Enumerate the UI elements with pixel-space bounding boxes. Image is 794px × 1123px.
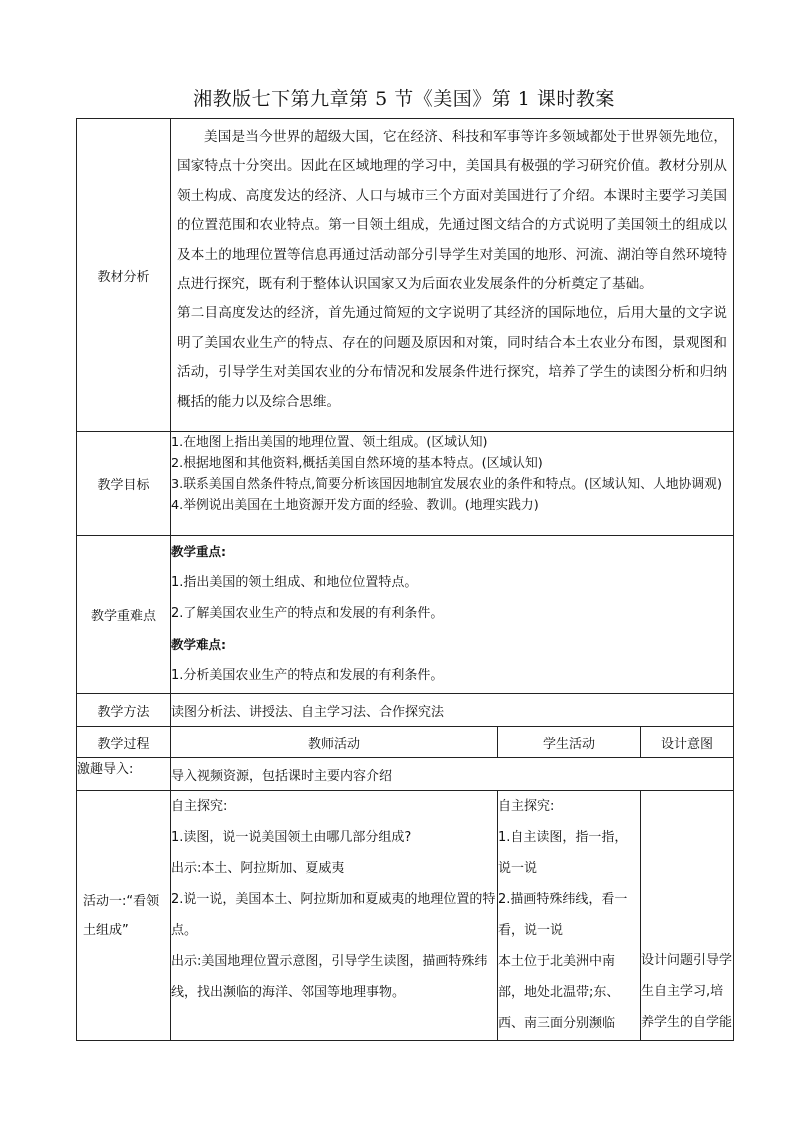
teaching-method-content: 读图分析法、讲授法、自主学习法、合作探究法 [171, 694, 734, 727]
student-line: 1.自主读图，指一指，说一说 [498, 830, 628, 876]
intent-text: 设计问题引导学生自主学习,培养学生的自学能 [641, 953, 733, 1030]
student-line: 2.描画特殊纬线，看一看，说一说 [498, 892, 628, 938]
key-point-item: 1.指出美国的领土组成、和地位位置特点。 [171, 575, 418, 590]
student-line: 本土位于北美洲中南部，地处北温带;东、西、南三面分别濒临 [498, 954, 620, 1031]
activity-1-student [498, 791, 641, 1041]
lesson-plan-table [76, 118, 734, 1041]
goal-item: 4.举例说出美国在土地资源开发方面的经验、教训。(地理实践力) [171, 498, 539, 513]
activity-1-intent [641, 791, 734, 1041]
key-points-title: 教学重点: [171, 544, 226, 559]
teacher-line: 1.读图，说一说美国领土由哪几部分组成? [171, 830, 412, 845]
row-teaching-method [77, 694, 734, 727]
row-teaching-goals [77, 432, 734, 536]
row-key-difficult-points [77, 536, 734, 694]
label-activity-1: 活动一:“看领土组成” [77, 791, 171, 1041]
label-introduction: 激趣导入: [77, 758, 171, 791]
goal-item: 2.根据地图和其他资料,概括美国自然环境的基本特点。(区域认知) [171, 456, 543, 471]
teacher-line: 自主探究: [171, 799, 228, 814]
teacher-line: 出示:美国地理位置示意图，引导学生读图，描画特殊纬线，找出濒临的海洋、邻国等地理事物。 [171, 954, 488, 1000]
material-analysis-content [171, 119, 734, 432]
row-introduction [77, 758, 734, 791]
material-paragraph-2: 第二目高度发达的经济，首先通过简短的文字说明了其经济的国际地位，后用大量的文字说明了美国农业生产的特点、存在的问题及原因和对策，同时结合本土农业分布图，景观图和活动，引导学生对美国农业的分布情况和发展条件进行探究，培养了学生的读图分析和归纳概括的能力以及综合思维。 [177, 305, 727, 410]
key-point-item: 2.了解美国农业生产的特点和发展的有利条件。 [171, 606, 444, 621]
document-title: 湘教版七下第九章第 5 节《美国》第 1 课时教案 [193, 88, 615, 110]
teacher-line: 2.说一说，美国本土、阿拉斯加和夏威夷的地理位置的特点。 [171, 892, 496, 938]
teacher-line: 出示:本土、阿拉斯加、夏威夷 [171, 861, 345, 876]
teaching-goals-content [171, 432, 734, 536]
key-difficult-content [171, 536, 734, 694]
label-teaching-process: 教学过程 [77, 727, 171, 758]
header-student-activity: 学生活动 [498, 727, 641, 758]
material-paragraph-1: 美国是当今世界的超级大国，它在经济、科技和军事等许多领域都处于世界领先地位，国家特点十分突出。因此在区域地理的学习中，美国具有极强的学习研究价值。教材分别从领土构成、高度发达的经济、人口与城市三个方面对美国进行了介绍。本课时主要学习美国的位置范围和农业特点。第一目领土组成，先通过图文结合的方式说明了美国领土的组成以及本土的地理位置等信息再通过活动部分引导学生对美国的地形、河流、湖泊等自然环境特点进行探究，既有利于整体认识国家又为后面农业发展条件的分析奠定了基础。 [177, 129, 727, 293]
label-material-analysis: 教材分析 [77, 119, 171, 432]
label-teaching-method: 教学方法 [77, 694, 171, 727]
row-process-header [77, 727, 734, 758]
difficult-points-title: 教学难点: [171, 637, 226, 652]
difficult-point-item: 1.分析美国农业生产的特点和发展的有利条件。 [171, 668, 444, 683]
row-activity-1 [77, 791, 734, 1041]
header-design-intent: 设计意图 [641, 727, 734, 758]
activity-1-teacher [171, 791, 498, 1041]
row-material-analysis [77, 119, 734, 432]
introduction-content: 导入视频资源，包括课时主要内容介绍 [171, 758, 734, 791]
student-line: 自主探究: [498, 799, 555, 814]
goal-item: 3.联系美国自然条件特点,简要分析该国因地制宜发展农业的条件和特点。(区域认知、人地协调观) [171, 477, 722, 492]
goal-item: 1.在地图上指出美国的地理位置、领土组成。(区域认知) [171, 435, 488, 450]
label-key-difficult-points: 教学重难点 [77, 536, 171, 694]
header-teacher-activity: 教师活动 [171, 727, 498, 758]
label-teaching-goals: 教学目标 [77, 432, 171, 536]
